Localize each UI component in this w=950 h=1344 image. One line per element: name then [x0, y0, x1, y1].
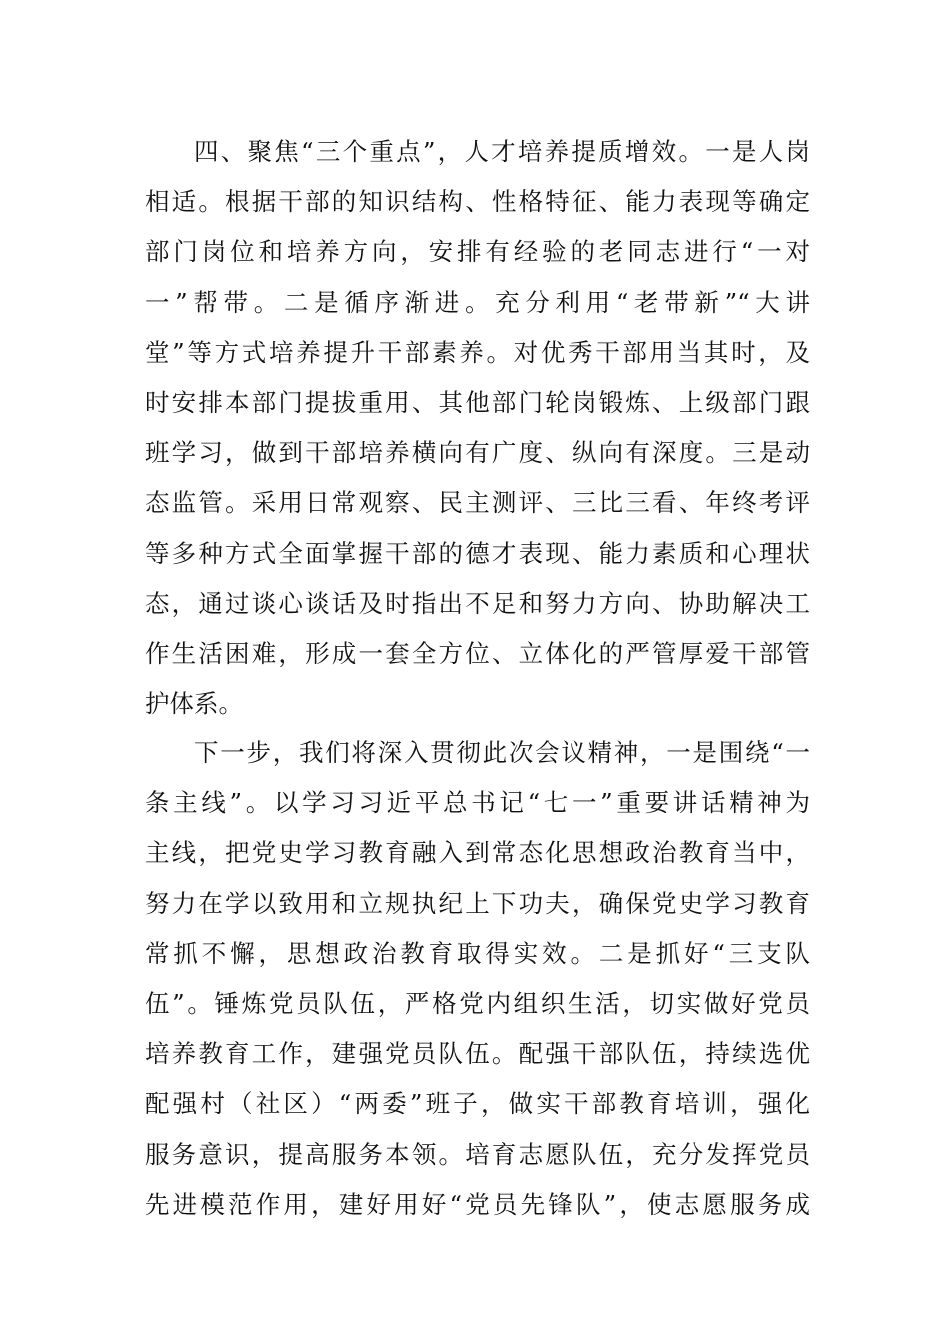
paragraph-line: 一”帮带。二是循序渐进。充分利用“老带新”“大讲 [145, 287, 810, 317]
paragraph-line: 先进模范作用，建好用好“党员先锋队”，使志愿服务成 [145, 1189, 810, 1219]
paragraph-line: 配强村（社区）“两委”班子，做实干部教育培训，强化 [145, 1089, 810, 1119]
paragraph-line: 伍”。锤炼党员队伍，严格党内组织生活，切实做好党员 [145, 988, 810, 1018]
paragraph-line: 服务意识，提高服务本领。培育志愿队伍，充分发挥党员 [145, 1139, 810, 1169]
paragraph-line: 态监管。采用日常观察、民主测评、三比三看、年终考评 [145, 488, 810, 518]
paragraph-line: 条主线”。以学习习近平总书记“七一”重要讲话精神为 [145, 788, 810, 818]
paragraph-next-steps [145, 728, 810, 1230]
paragraph-line: 相适。根据干部的知识结构、性格特征、能力表现等确定 [145, 187, 810, 217]
paragraph-line: 常抓不懈，思想政治教育取得实效。二是抓好“三支队 [145, 938, 810, 968]
paragraph-line: 态，通过谈心谈话及时指出不足和努力方向、协助解决工 [145, 588, 810, 618]
paragraph-line: 培养教育工作，建强党员队伍。配强干部队伍，持续选优 [145, 1039, 810, 1069]
paragraph-line: 下一步，我们将深入贯彻此次会议精神，一是围绕“一 [194, 738, 810, 767]
paragraph-talent-training [145, 127, 810, 729]
paragraph-line: 主线，把党史学习教育融入到常态化思想政治教育当中， [145, 838, 810, 868]
paragraph-line: 护体系。 [145, 689, 243, 719]
paragraph-line: 四、聚焦“三个重点”，人才培养提质增效。一是人岗 [194, 137, 810, 166]
paragraph-line: 时安排本部门提拔重用、其他部门轮岗锻炼、上级部门跟 [145, 387, 810, 417]
paragraph-line: 班学习，做到干部培养横向有广度、纵向有深度。三是动 [145, 438, 810, 468]
paragraph-line: 堂”等方式培养提升干部素养。对优秀干部用当其时，及 [145, 337, 810, 367]
paragraph-line: 作生活困难，形成一套全方位、立体化的严管厚爱干部管 [145, 638, 810, 668]
paragraph-line: 部门岗位和培养方向，安排有经验的老同志进行“一对 [145, 237, 810, 267]
paragraph-line: 等多种方式全面掌握干部的德才表现、能力素质和心理状 [145, 538, 810, 568]
paragraph-line: 努力在学以致用和立规执纪上下功夫，确保党史学习教育 [145, 888, 810, 918]
